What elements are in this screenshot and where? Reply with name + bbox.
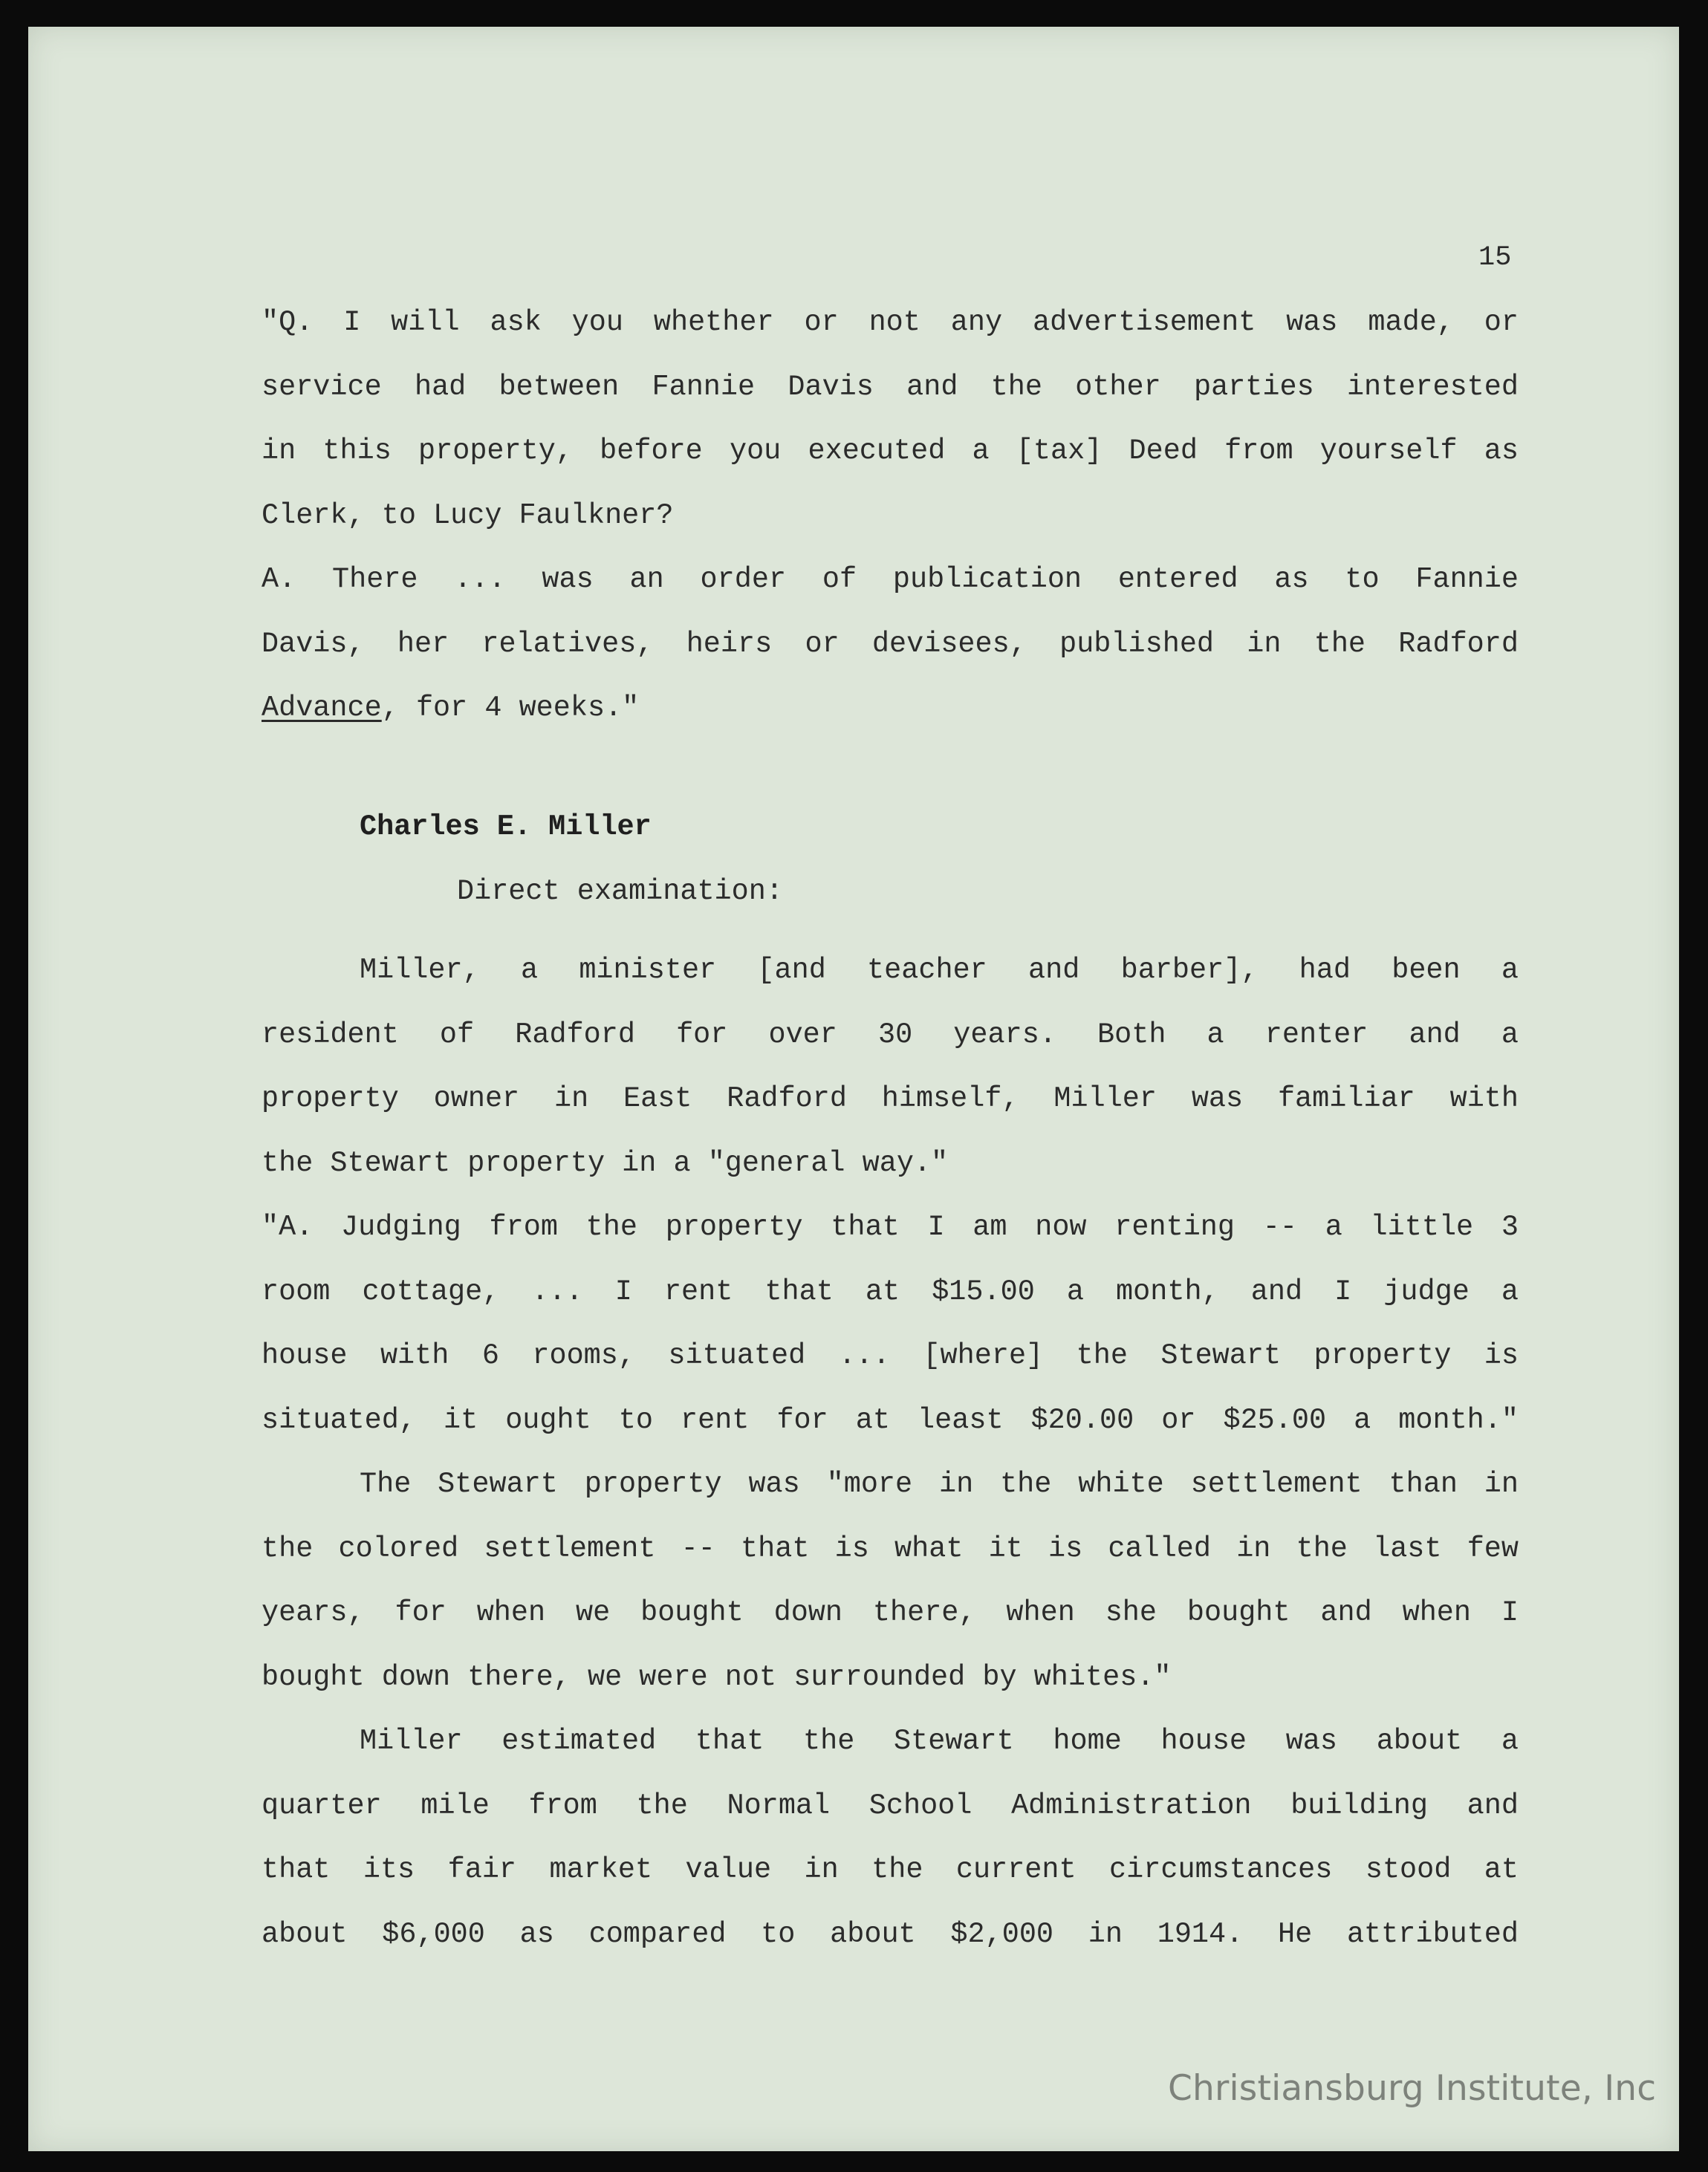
text-line: in this property, before you executed a [tax] Deed from yourself as <box>262 435 1519 467</box>
text-line: the Stewart property in a "general way." <box>262 1146 949 1180</box>
text-line: Miller estimated that the Stewart home house was about a <box>360 1725 1519 1758</box>
text-line: situated, it ought to rent for at least $20.00 or $25.00 a month." <box>262 1403 1519 1437</box>
text-line <box>262 676 1519 741</box>
watermark: Christiansburg Institute, Inc <box>1168 2068 1657 2109</box>
text-line: resident of Radford for over 30 years. Both a renter and a <box>262 1018 1519 1051</box>
page-number: 15 <box>1478 242 1512 273</box>
text-line: years, for when we bought down there, when she bought and when I <box>262 1596 1519 1629</box>
quoted-testimony <box>262 290 1519 741</box>
document-page <box>28 27 1679 2151</box>
text-line: service had between Fannie Davis and the other parties interested <box>262 370 1519 403</box>
text-line: about $6,000 as compared to about $2,000 in 1914. He attributed <box>262 1917 1519 1951</box>
text-line: A. There ... was an order of publication entered as to Fannie <box>262 563 1519 596</box>
text-line: the colored settlement -- that is what it is called in the last few <box>262 1532 1519 1565</box>
text-line-rest: , for 4 weeks." <box>381 692 640 724</box>
body-text <box>262 938 1519 1966</box>
text-line: bought down there, we were not surrounded by whites." <box>262 1660 1172 1694</box>
text-line: "Q. I will ask you whether or not any advertisement was made, or <box>262 306 1519 339</box>
text-line: house with 6 rooms, situated ... [where] the Stewart property is <box>262 1339 1519 1372</box>
text-line: Clerk, to Lucy Faulkner? <box>262 498 674 532</box>
text-line: quarter mile from the Normal School Administration building and <box>262 1789 1519 1822</box>
text-line: "A. Judging from the property that I am now renting -- a little 3 <box>262 1211 1519 1243</box>
text-line: Davis, her relatives, heirs or devisees, published in the Radford <box>262 627 1519 660</box>
section-subheading: Direct examination: <box>457 875 783 908</box>
text-line: property owner in East Radford himself, Miller was familiar with <box>262 1082 1519 1115</box>
section-heading: Charles E. Miller <box>360 810 652 843</box>
text-line: that its fair market value in the current circumstances stood at <box>262 1853 1519 1886</box>
text-line: Miller, a minister [and teacher and barber], had been a <box>360 954 1519 986</box>
text-line: room cottage, ... I rent that at $15.00 a month, and I judge a <box>262 1275 1519 1308</box>
text-line: The Stewart property was "more in the white settlement than in <box>360 1468 1519 1500</box>
newspaper-title: Advance <box>262 692 382 724</box>
